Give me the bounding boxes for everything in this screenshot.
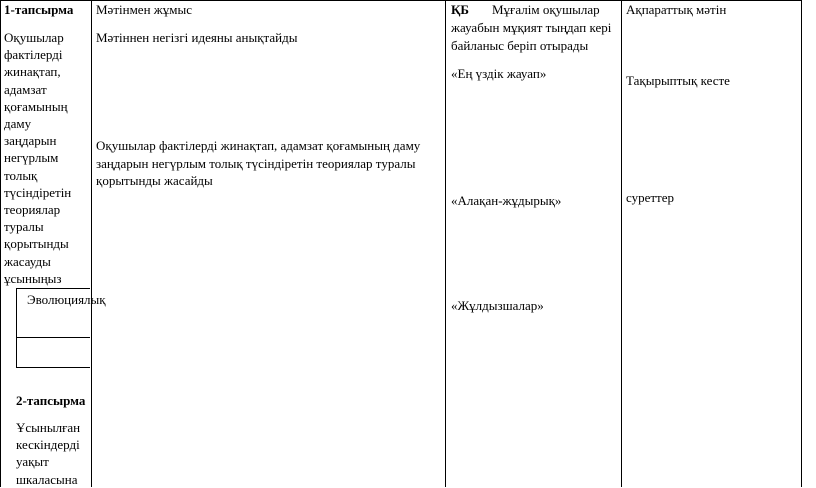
inner-table-cell: Эволюциялық [27,292,106,307]
main-idea-line: Мәтіннен негізгі идеяны анықтайды [96,30,298,45]
resource-pictures: суреттер [626,190,675,205]
task2-title: 2-тапсырма [16,393,86,408]
task2-body: Ұсынылған кескіндерді уақыт шкаласына [16,420,81,487]
inner-table-row-divider [17,337,90,338]
table-right-border [801,0,802,487]
table-top-border [0,0,801,1]
method-stars: «Жұлдызшалар» [451,298,544,313]
task1-title: 1-тапсырма [4,2,74,17]
work-with-text-heading: Мәтінмен жұмыс [96,2,192,17]
kb-text-rest: жауабын мұқият тыңдап кері байланыс беріп отырады [451,20,612,53]
column-divider-1 [91,0,92,487]
resource-info-text: Ақпараттық мәтін [626,2,727,17]
conclusion-paragraph: Оқушылар фактілерді жинақтап, адамзат қоғамының даму заңдарын негүрлым толық түсіндіретін теориялар туралы қорытынды жасайды [96,138,421,188]
kb-label: ҚБ [451,2,470,17]
column-divider-3 [621,0,622,487]
method-palm-fist: «Алақан-жұдырық» [451,193,562,208]
inner-table [16,288,106,368]
kb-text-first-line: Мұғалім оқушылар [492,2,600,17]
table-left-border [0,0,1,487]
resource-thematic-table: Тақырыптық кесте [626,73,730,88]
column-divider-2 [445,0,446,487]
method-best-answer: «Ең үздік жауап» [451,66,547,81]
task1-body: Оқушылар фактілерді жинақтап, адамзат қоғамының даму заңдарын негүрлым толық түсіндіретін теориялар туралы қорытынды жасауды ұсыныңыз [4,30,72,286]
